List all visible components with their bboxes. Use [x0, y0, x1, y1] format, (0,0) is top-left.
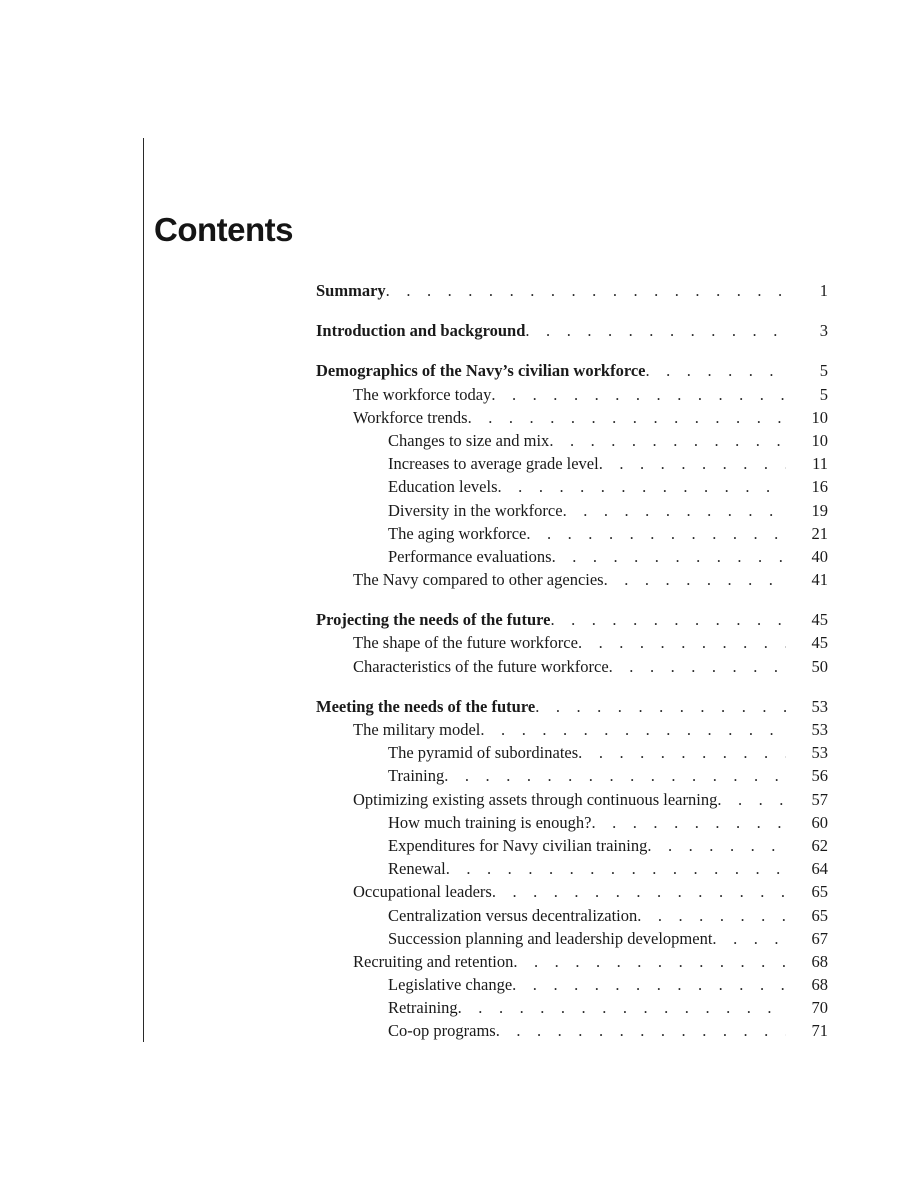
toc-entry-row: [353, 950, 786, 973]
toc-entry-row: [353, 718, 786, 741]
toc-entry[interactable]: [316, 545, 828, 568]
toc-entry[interactable]: [316, 996, 828, 1019]
toc-entry-label: Expenditures for Navy civilian training: [388, 835, 648, 855]
toc-section: [316, 608, 828, 678]
dot-leader: [609, 655, 786, 678]
toc-entry-row: [316, 279, 786, 302]
toc-entry[interactable]: [316, 499, 828, 522]
toc-entry-label: Recruiting and retention: [353, 951, 514, 971]
dot-leader: [717, 788, 786, 811]
dot-leader: [480, 718, 786, 741]
toc-entry-label: Occupational leaders: [353, 882, 492, 902]
toc-entry-row: [388, 973, 786, 996]
toc-entry-label: Centralization versus decentralization: [388, 905, 638, 925]
toc-entry-row: [388, 1019, 786, 1042]
dot-leader: [525, 319, 786, 342]
toc-entry-page-number: 16: [811, 477, 828, 497]
dot-leader: [712, 927, 786, 950]
toc-entry-label: The aging workforce: [388, 523, 527, 543]
toc-entry-label: Characteristics of the future workforce: [353, 656, 609, 676]
toc-entry-label: Renewal: [388, 859, 446, 879]
toc-entry[interactable]: [316, 695, 828, 718]
toc-section: [316, 359, 828, 591]
toc-entry-page-number: 5: [819, 361, 828, 381]
toc-entry-label: The pyramid of subordinates: [388, 743, 579, 763]
toc-entry-label: Summary: [316, 281, 386, 300]
toc-entry[interactable]: [316, 631, 828, 654]
toc-entry-page-number: 71: [811, 1021, 828, 1041]
toc-entry-page-number: 56: [811, 766, 828, 786]
dot-leader: [604, 568, 786, 591]
dot-leader: [578, 631, 786, 654]
toc-entry[interactable]: [316, 319, 828, 342]
toc-entry-row: [353, 788, 786, 811]
toc-entry-label: How much training is enough?: [388, 812, 592, 832]
toc-entry[interactable]: [316, 522, 828, 545]
dot-leader: [468, 406, 786, 429]
toc-entry-label: Introduction and background: [316, 321, 526, 341]
toc-entry-page-number: 53: [811, 696, 828, 716]
toc-entry-page-number: 68: [811, 951, 828, 971]
toc-entry[interactable]: [316, 568, 828, 591]
toc-entry[interactable]: [316, 788, 828, 811]
toc-entry[interactable]: [316, 452, 828, 475]
toc-entry-page-number: 11: [812, 454, 828, 474]
toc-entry-row: [353, 406, 786, 429]
toc-entry-label: Increases to average grade level: [388, 454, 599, 474]
dot-leader: [637, 904, 786, 927]
toc-entry-page-number: 41: [811, 570, 828, 590]
toc-entry-page-number: 57: [811, 789, 828, 809]
dot-leader: [526, 522, 786, 545]
toc-entry[interactable]: [316, 927, 828, 950]
toc-entry-label: Workforce trends: [353, 407, 468, 427]
toc-entry-row: [353, 655, 786, 678]
dot-leader: [458, 996, 786, 1019]
toc-entry-page-number: 65: [811, 905, 828, 925]
toc-entry-row: [388, 834, 786, 857]
toc-entry-label: Succession planning and leadership development: [388, 928, 713, 948]
toc-entry[interactable]: [316, 834, 828, 857]
toc-entry-label: Legislative change: [388, 975, 513, 995]
dot-leader: [599, 452, 786, 475]
toc-entry[interactable]: [316, 475, 828, 498]
toc-entry-page-number: 64: [811, 859, 828, 879]
toc-entry-label: Training: [388, 766, 445, 786]
toc-entry[interactable]: [316, 279, 828, 302]
toc-entry[interactable]: [316, 655, 828, 678]
toc-entry-label: Education levels: [388, 477, 498, 497]
toc-entry-label: The workforce today: [353, 384, 492, 404]
toc-entry-row: [388, 904, 786, 927]
toc-entry[interactable]: [316, 880, 828, 903]
table-of-contents: [316, 279, 828, 1060]
margin-rule: [143, 138, 144, 1042]
toc-section: [316, 319, 828, 342]
toc-entry-row: [316, 359, 786, 382]
toc-entry-row: [388, 429, 786, 452]
toc-entry-label: Changes to size and mix: [388, 430, 550, 450]
dot-leader: [563, 499, 786, 522]
toc-entry-label: The military model: [353, 720, 481, 739]
toc-entry-page-number: 10: [811, 407, 828, 427]
toc-entry[interactable]: [316, 741, 828, 764]
toc-entry-label: Optimizing existing assets through continuous learning: [353, 789, 718, 809]
toc-entry[interactable]: [316, 406, 828, 429]
dot-leader: [496, 1019, 786, 1042]
toc-entry[interactable]: [316, 973, 828, 996]
toc-entry-page-number: 40: [811, 546, 828, 566]
toc-entry-row: [353, 568, 786, 591]
toc-entry-row: [353, 631, 786, 654]
toc-entry-label: Demographics of the Navy’s civilian workforce: [316, 361, 646, 381]
toc-entry-page-number: 70: [811, 998, 828, 1018]
toc-section: [316, 279, 828, 302]
dot-leader: [446, 857, 786, 880]
toc-entry-row: [388, 927, 786, 950]
toc-entry-page-number: 65: [811, 882, 828, 902]
toc-entry-page-number: 10: [811, 430, 828, 450]
toc-entry-label: Performance evaluations: [388, 546, 552, 566]
toc-entry[interactable]: [316, 1019, 828, 1042]
toc-entry[interactable]: [316, 718, 828, 741]
toc-section: [316, 695, 828, 1043]
toc-entry[interactable]: [316, 764, 828, 787]
toc-entry-row: [388, 499, 786, 522]
toc-entry-page-number: 1: [819, 281, 828, 300]
toc-entry[interactable]: [316, 359, 828, 382]
toc-entry-label: Projecting the needs of the future: [316, 610, 551, 630]
toc-entry[interactable]: [316, 950, 828, 973]
toc-entry[interactable]: [316, 608, 828, 631]
toc-entry-label: Meeting the needs of the future: [316, 696, 536, 716]
toc-entry-page-number: 62: [811, 835, 828, 855]
toc-entry-row: [388, 996, 786, 1019]
toc-entry-label: Diversity in the workforce: [388, 500, 563, 520]
toc-entry-row: [353, 880, 786, 903]
toc-entry-row: [388, 452, 786, 475]
toc-entry[interactable]: [316, 904, 828, 927]
toc-entry-row: [388, 522, 786, 545]
toc-entry-label: The Navy compared to other agencies: [353, 570, 604, 590]
toc-entry-row: [388, 475, 786, 498]
toc-entry-label: Retraining: [388, 998, 458, 1018]
toc-entry-page-number: 53: [811, 743, 828, 763]
dot-leader: [498, 475, 786, 498]
dot-leader: [492, 880, 786, 903]
dot-leader: [549, 429, 786, 452]
dot-leader: [444, 764, 786, 787]
toc-entry-row: [388, 811, 786, 834]
dot-leader: [646, 359, 787, 382]
toc-entry-page-number: 45: [811, 610, 828, 630]
dot-leader: [386, 279, 786, 302]
toc-entry-page-number: 60: [811, 812, 828, 832]
toc-entry-page-number: 3: [819, 321, 828, 341]
page-title: Contents: [154, 211, 293, 248]
toc-entry-row: [316, 319, 786, 342]
toc-entry[interactable]: [316, 811, 828, 834]
toc-entry-page-number: 53: [811, 720, 828, 739]
dot-leader: [512, 973, 786, 996]
toc-entry[interactable]: [316, 383, 828, 406]
toc-entry-page-number: 5: [819, 384, 828, 404]
dot-leader: [552, 545, 786, 568]
toc-entry-row: [388, 545, 786, 568]
toc-entry-row: [388, 857, 786, 880]
toc-entry[interactable]: [316, 429, 828, 452]
toc-entry-page-number: 68: [811, 975, 828, 995]
dot-leader: [513, 950, 786, 973]
dot-leader: [491, 383, 786, 406]
toc-entry-row: [353, 383, 786, 406]
toc-entry-page-number: 19: [811, 500, 828, 520]
toc-entry[interactable]: [316, 857, 828, 880]
dot-leader: [535, 695, 786, 718]
toc-entry-row: [316, 695, 786, 718]
toc-entry-row: [316, 608, 786, 631]
toc-entry-page-number: 50: [811, 656, 828, 676]
dot-leader: [591, 811, 786, 834]
dot-leader: [578, 741, 786, 764]
toc-entry-row: [388, 741, 786, 764]
dot-leader: [647, 834, 786, 857]
toc-entry-page-number: 21: [811, 523, 828, 543]
toc-entry-page-number: 45: [811, 633, 828, 653]
toc-entry-label: The shape of the future workforce: [353, 633, 578, 653]
toc-entry-row: [388, 764, 786, 787]
dot-leader: [550, 608, 786, 631]
toc-entry-label: Co-op programs: [388, 1021, 496, 1041]
toc-entry-page-number: 67: [811, 928, 828, 948]
